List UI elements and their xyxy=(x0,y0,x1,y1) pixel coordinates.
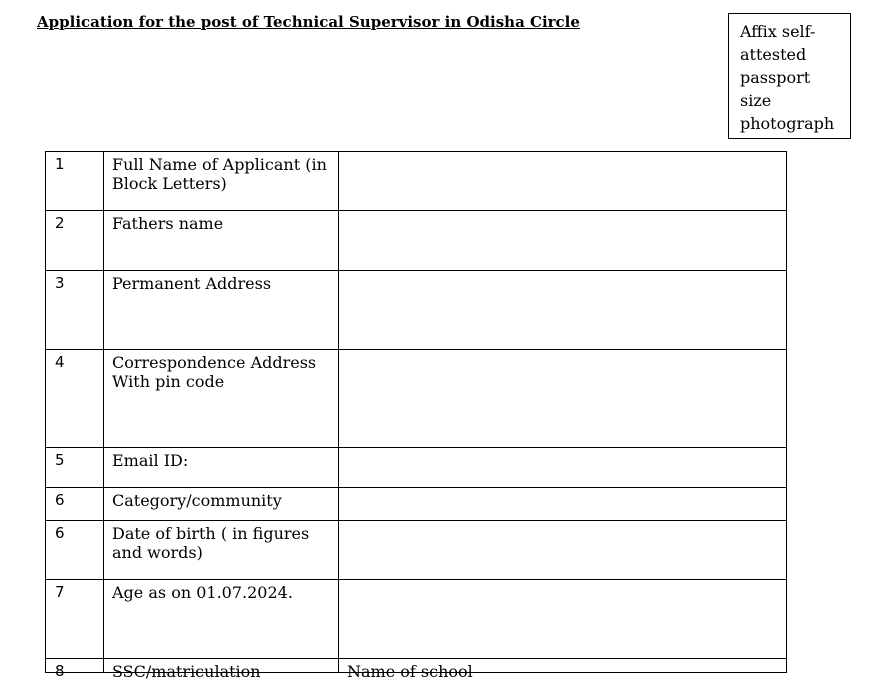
row-label-line: Full Name of Applicant (in xyxy=(112,155,327,174)
photo-box-line: Affix self- xyxy=(740,22,816,41)
row-label xyxy=(104,271,339,350)
row-number: 2 xyxy=(46,211,104,271)
application-form-table xyxy=(45,151,787,681)
row-label-line: Category/community xyxy=(112,491,282,510)
row-label-line: Date of birth ( in figures xyxy=(112,524,310,543)
row-label: SSC/matriculation xyxy=(104,659,339,673)
row-label-line: With pin code xyxy=(112,372,225,391)
table-row xyxy=(46,521,787,580)
row-label xyxy=(104,521,339,580)
table-row xyxy=(46,271,787,350)
fathers-name-field[interactable] xyxy=(339,211,787,271)
row-label-line: Age as on 01.07.2024. xyxy=(112,583,293,602)
row-number: 4 xyxy=(46,350,104,448)
date-of-birth-field[interactable] xyxy=(339,521,787,580)
row-label-line: Block Letters) xyxy=(112,174,227,193)
row-label-line: and words) xyxy=(112,543,203,562)
row-number: 3 xyxy=(46,271,104,350)
table-row xyxy=(46,211,787,271)
row-label-line: Permanent Address xyxy=(112,274,272,293)
table-row xyxy=(46,350,787,448)
permanent-address-field[interactable] xyxy=(339,271,787,350)
row-label xyxy=(104,152,339,211)
photo-box-line: photograph xyxy=(740,114,835,133)
row-number: 6 xyxy=(46,488,104,521)
table-row xyxy=(46,152,787,211)
row-label-line: Email ID: xyxy=(112,451,189,470)
category-field[interactable] xyxy=(339,488,787,521)
table-row xyxy=(46,488,787,521)
row-number: 1 xyxy=(46,152,104,211)
row-label xyxy=(104,211,339,271)
photo-box-line: attested xyxy=(740,45,807,64)
table-row xyxy=(46,659,787,673)
row-label xyxy=(104,350,339,448)
school-name-field[interactable]: Name of school xyxy=(339,659,787,673)
correspondence-address-field[interactable] xyxy=(339,350,787,448)
row-label-line: Correspondence Address xyxy=(112,353,317,372)
photo-box-line: size xyxy=(740,91,772,110)
full-name-field[interactable] xyxy=(339,152,787,211)
photo-box-line: passport xyxy=(740,68,811,87)
age-field[interactable] xyxy=(339,580,787,659)
row-number: 6 xyxy=(46,521,104,580)
row-label-line: Fathers name xyxy=(112,214,224,233)
page-title: Application for the post of Technical Supervisor in Odisha Circle xyxy=(37,13,580,31)
table-row xyxy=(46,448,787,488)
row-number: 8 xyxy=(46,659,104,673)
table-row xyxy=(46,580,787,659)
photo-placeholder-box xyxy=(728,13,851,139)
row-number: 5 xyxy=(46,448,104,488)
row-label xyxy=(104,448,339,488)
email-field[interactable] xyxy=(339,448,787,488)
row-number: 7 xyxy=(46,580,104,659)
row-label xyxy=(104,580,339,659)
row-label xyxy=(104,488,339,521)
